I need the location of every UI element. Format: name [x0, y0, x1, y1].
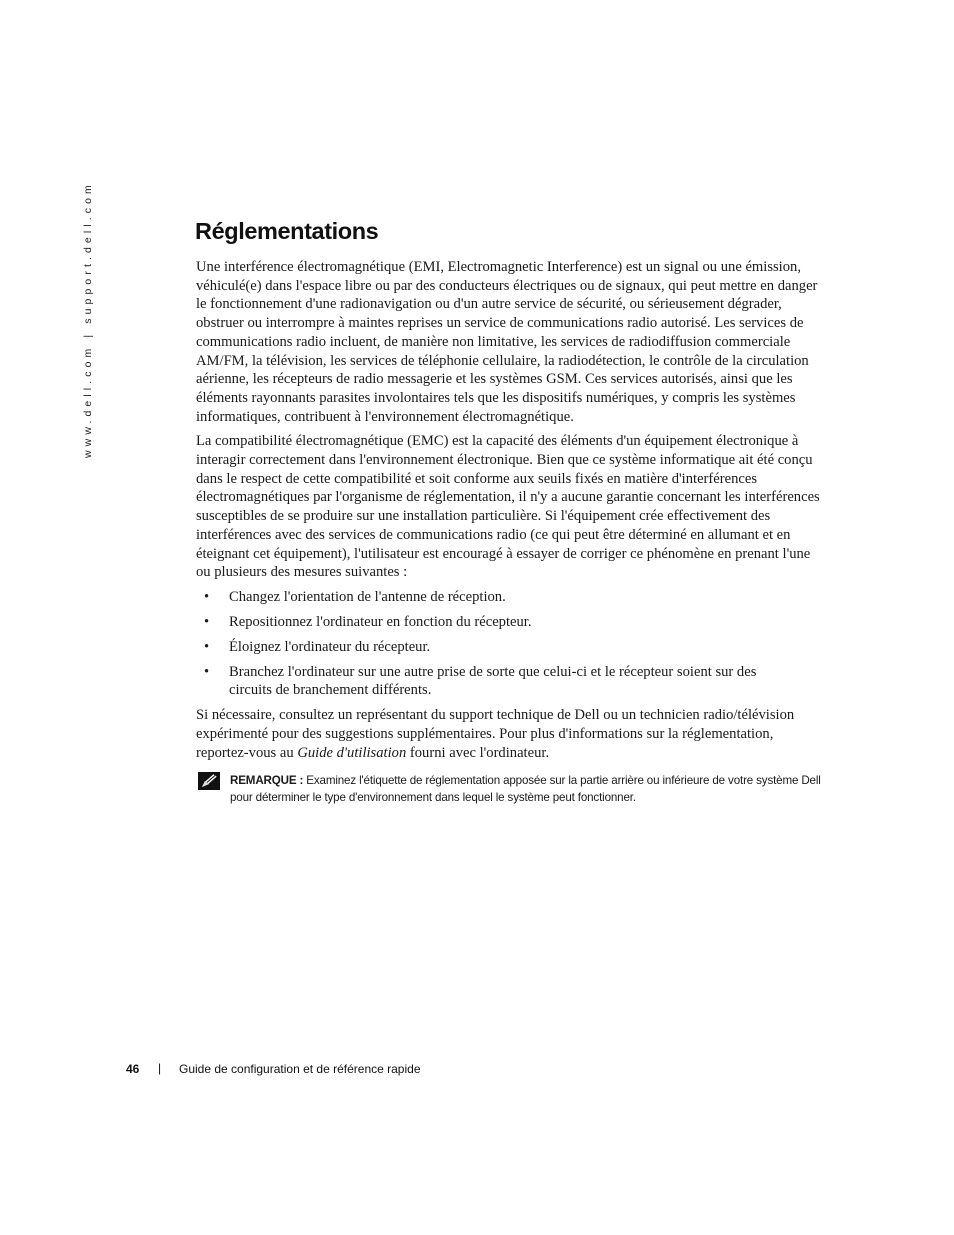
page-number: 46 [126, 1062, 140, 1076]
guide-reference: Guide d'utilisation [297, 744, 407, 761]
measures-list [196, 588, 826, 700]
list-item-text: Branchez l'ordinateur sur une autre prise de sorte que celui-ci et le récepteur soient sur des circuits de branchement différents. [229, 663, 757, 699]
note-text: Examinez l'étiquette de réglementation apposée sur la partie arrière ou inférieure de votre système Dell pour déterminer le type d'environnement dans lequel le système peut fonctionner. [230, 774, 821, 805]
bullet-icon: • [204, 663, 210, 680]
bullet-icon: • [204, 613, 210, 630]
footer-guide-title: Guide de configuration et de référence rapide [179, 1062, 421, 1076]
list-item-text: Changez l'orientation de l'antenne de réception. [229, 588, 506, 605]
main-content [196, 214, 826, 806]
pencil-note-icon [198, 772, 220, 790]
note-label: REMARQUE : [230, 774, 304, 788]
list-item-text: Éloignez l'ordinateur du récepteur. [229, 638, 431, 655]
list-item [196, 638, 784, 657]
bullet-icon: • [204, 588, 210, 605]
emi-paragraph: Une interférence électromagnétique (EMI, Electromagnetic Interference) est un signal ou une émission, véhiculé(e) dans l'espace libre ou par des conducteurs électriques ou de signaux, qui peut mettre en danger le fonctionnement d'une radionavigation ou d'un autre service de sécurité, ou sérieusement dégrader, obstruer ou interrompre à maintes reprises un service de communications radio autorisé. Les services de communications radio incluent, de manière non limitative, les services de radiodiffusion commerciale AM/FM, la télévision, les services de téléphonie cellulaire, la radiodétection, le contrôle de la circulation aérienne, les récepteurs de radio messagerie et les systèmes GSM. Ces services autorisés, ainsi que les éléments rayonnants parasites involontaires tels que les dispositifs numériques, y compris les systèmes informatiques, contribuent à l'environnement électromagnétique. [196, 259, 818, 425]
section-title: Réglementations [195, 218, 379, 244]
list-item [196, 613, 784, 632]
list-item [196, 663, 784, 700]
note-box [196, 772, 826, 806]
list-item [196, 588, 784, 607]
emc-paragraph: La compatibilité électromagnétique (EMC) est la capacité des éléments d'un équipement électronique à interagir correctement dans l'environnement électronique. Bien que ce système informatique ait été conçu dans le respect de cette compatibilité et soit conforme aux seuils fixés en matière d'interférences électromagnétiques par l'organisme de réglementation, il n'y a aucune garantie concernant les interférences susceptibles de se produire sur une installation particulière. Si l'équipement crée effectivement des interférences avec des services de communications radio (ce qui peut être déterminé en allumant et en éteignant cet équipement), l'utilisateur est encouragé à essayer de corriger ce phénomène en prenant l'une ou plusieurs des mesures suivantes : [196, 433, 820, 581]
support-paragraph [196, 706, 826, 762]
footer-separator: | [158, 1061, 162, 1075]
list-item-text: Repositionnez l'ordinateur en fonction du récepteur. [229, 613, 532, 630]
support-text-end: fourni avec l'ordinateur. [406, 744, 550, 761]
side-url: www.dell.com | support.dell.com [82, 181, 94, 458]
bullet-icon: • [204, 638, 210, 655]
support-text-start: Si nécessaire, consultez un représentant du support technique de Dell ou un technicien radio/télévision expérimenté pour des suggestions supplémentaires. Pour plus d'informations sur la réglementation, reportez-vous au [196, 707, 795, 761]
